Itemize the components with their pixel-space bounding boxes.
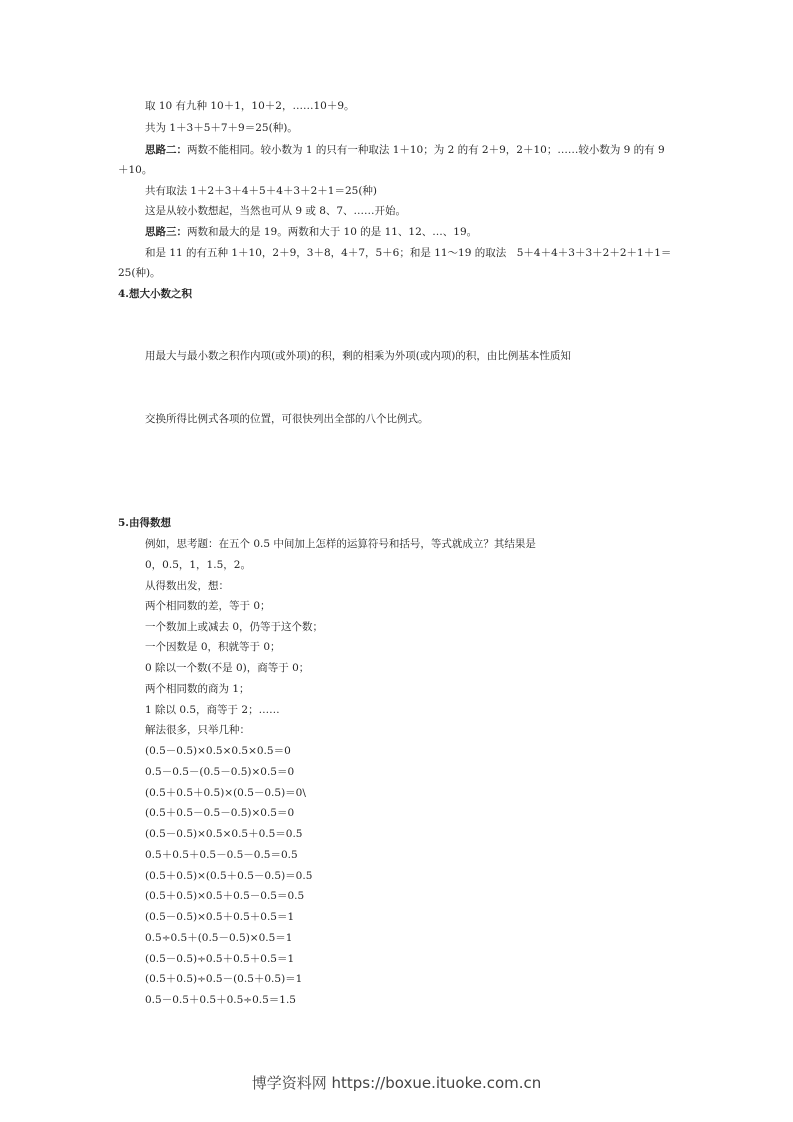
text-line: 共为 1＋3＋5＋7＋9＝25(种)。 (145, 122, 298, 134)
text-line: 交换所得比例式各项的位置，可很快列出全部的八个比例式。 (145, 413, 429, 425)
text-line: 和是 11 的有五种 1＋10，2＋9，3＋8，4＋7，5＋6；和是 11～19 的取法 5＋4＋4＋3＋3＋2＋2＋1＋1＝ (145, 247, 672, 259)
text-line: 25(种)。 (118, 267, 161, 279)
equation-line: (0.5＋0.5)÷0.5－(0.5＋0.5)＝1 (145, 973, 303, 985)
text-line: 取 10 有九种 10＋1，10＋2，……10＋9。 (145, 100, 355, 112)
equation-line: (0.5－0.5)÷0.5＋0.5＋0.5＝1 (145, 953, 295, 965)
text-line: ＋10。 (118, 164, 153, 176)
idea-three-text: 两数和最大的是 19。两数和大于 10 的是 11、12、…、19。 (187, 226, 478, 238)
equation-line: (0.5＋0.5＋0.5)×(0.5－0.5)＝0\ (145, 787, 306, 799)
equation-line: 0.5－0.5－(0.5－0.5)×0.5＝0 (145, 766, 295, 778)
idea-three-label: 思路三： (145, 226, 187, 238)
text-line: 一个因数是 0，积就等于 0； (145, 641, 281, 653)
text-line: 用最大与最小数之积作内项(或外项)的积，剩的相乘为外项(或内项)的积，由比例基本性质知 (145, 350, 571, 362)
equation-line: (0.5＋0.5)×0.5＋0.5－0.5＝0.5 (145, 890, 305, 902)
text-line: 一个数加上或减去 0，仍等于这个数； (145, 621, 324, 633)
idea-two-text: 两数不能相同。较小数为 1 的只有一种取法 1＋10；为 2 的有 2＋9，2＋10；……较小数为 9 的有 9 (187, 144, 665, 156)
text-line: 0，0.5，1，1.5，2。 (145, 559, 251, 571)
section-heading: 4.想大小数之积 (118, 288, 192, 300)
section-heading: 5.由得数想 (118, 517, 171, 529)
equation-line: (0.5－0.5)×0.5×0.5×0.5＝0 (145, 745, 291, 757)
idea-two-label: 思路二： (145, 144, 187, 156)
equation-line: (0.5－0.5)×0.5×0.5＋0.5＝0.5 (145, 828, 303, 840)
text-line: 解法很多，只举几种： (145, 724, 250, 736)
text-line: 两个相同数的差，等于 0； (145, 600, 271, 612)
idea-two-line (145, 143, 665, 157)
idea-three-line (145, 225, 477, 239)
equation-line: (0.5－0.5)×0.5＋0.5＋0.5＝1 (145, 911, 295, 923)
text-line: 从得数出发，想： (145, 580, 229, 592)
text-line: 0 除以一个数(不是 0)，商等于 0； (145, 662, 310, 674)
equation-line: 0.5÷0.5＋(0.5－0.5)×0.5＝1 (145, 932, 293, 944)
equation-line: (0.5＋0.5－0.5－0.5)×0.5＝0 (145, 807, 295, 819)
equation-line: 0.5＋0.5＋0.5－0.5－0.5＝0.5 (145, 849, 298, 861)
equation-line: (0.5＋0.5)×(0.5＋0.5－0.5)＝0.5 (145, 870, 313, 882)
text-line: 1 除以 0.5，商等于 2；…… (145, 704, 280, 716)
text-line: 这是从较小数想起，当然也可从 9 或 8、7、……开始。 (145, 205, 407, 217)
footer-watermark: 博学资料网 https://boxue.ituoke.com.cn (251, 1074, 542, 1092)
equation-line: 0.5－0.5＋0.5＋0.5÷0.5＝1.5 (145, 994, 296, 1006)
text-line: 共有取法 1＋2＋3＋4＋5＋4＋3＋2＋1＝25(种) (145, 185, 378, 197)
text-line: 例如，思考题：在五个 0.5 中间加上怎样的运算符号和括号，等式就成立？其结果是 (145, 538, 536, 550)
text-line: 两个相同数的商为 1； (145, 683, 250, 695)
